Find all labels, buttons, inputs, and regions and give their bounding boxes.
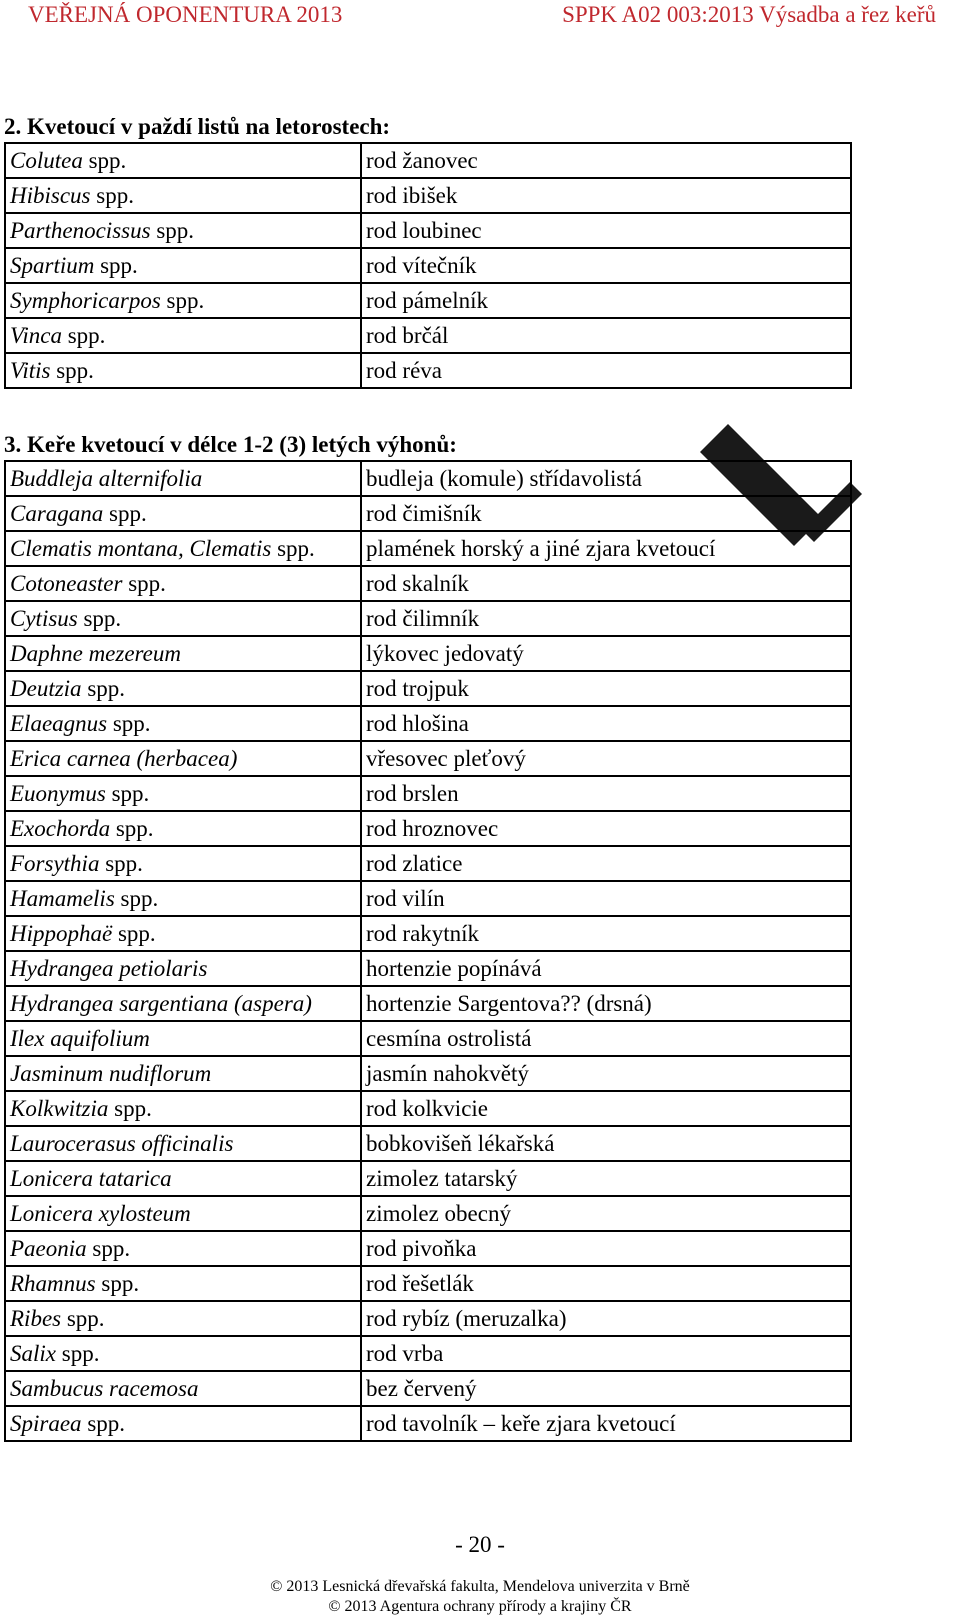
latin-name-cell xyxy=(5,248,361,283)
footer-copyright-faculty: © 2013 Lesnická dřevařská fakulta, Mendelova univerzita v Brně xyxy=(270,1578,690,1595)
czech-name-cell: rod řešetlák xyxy=(361,1266,851,1301)
plant-row xyxy=(5,1021,851,1056)
czech-name-cell: rod vrba xyxy=(361,1336,851,1371)
document-header-right: SPPK A02 003:2013 Výsadba a řez keřů xyxy=(562,2,936,27)
latin-name-cell xyxy=(5,283,361,318)
latin-name: Exochorda xyxy=(10,816,111,841)
plant-row xyxy=(5,1126,851,1161)
latin-name: Jasminum nudiflorum xyxy=(10,1061,212,1086)
plant-row xyxy=(5,601,851,636)
latin-name-cell xyxy=(5,531,361,566)
czech-name-cell: rod hroznovec xyxy=(361,811,851,846)
czech-name-cell: zimolez tatarský xyxy=(361,1161,851,1196)
latin-suffix: spp. xyxy=(110,816,154,841)
section-heading-axillary: 2. Kvetoucí v paždí listů na letorostech: xyxy=(4,114,391,139)
latin-name-cell xyxy=(5,846,361,881)
plant-row xyxy=(5,496,851,531)
plant-row xyxy=(5,1266,851,1301)
latin-name: Forsythia xyxy=(10,851,100,876)
latin-name-cell xyxy=(5,1231,361,1266)
latin-suffix: spp. xyxy=(86,1236,131,1261)
latin-name: Hamamelis xyxy=(10,886,115,911)
plant-row xyxy=(5,1371,851,1406)
czech-name-cell: rod rybíz (meruzalka) xyxy=(361,1301,851,1336)
czech-name-cell: rod loubinec xyxy=(361,213,851,248)
latin-name-cell xyxy=(5,566,361,601)
czech-name-cell: vřesovec pleťový xyxy=(361,741,851,776)
czech-name-cell: rod rakytník xyxy=(361,916,851,951)
latin-name: Laurocerasus officinalis xyxy=(10,1131,234,1156)
czech-name-cell: rod réva xyxy=(361,353,851,388)
latin-name-cell xyxy=(5,1196,361,1231)
latin-name-cell xyxy=(5,1056,361,1091)
latin-name-cell xyxy=(5,178,361,213)
latin-name: Elaeagnus xyxy=(10,711,108,736)
latin-name: Vinca xyxy=(10,323,62,348)
czech-name-cell: plamének horský a jiné zjara kvetoucí xyxy=(361,531,851,566)
czech-name-cell: rod kolkvicie xyxy=(361,1091,851,1126)
latin-name-cell xyxy=(5,1021,361,1056)
plant-row xyxy=(5,353,851,388)
latin-name: Lonicera xylosteum xyxy=(10,1201,191,1226)
latin-suffix: spp. xyxy=(94,253,138,278)
latin-name: Euonymus xyxy=(10,781,106,806)
latin-name: Erica carnea (herbacea) xyxy=(10,746,238,771)
latin-name: Spiraea xyxy=(10,1411,82,1436)
latin-suffix: spp. xyxy=(107,711,151,736)
plant-row xyxy=(5,178,851,213)
latin-name: Clematis montana, Clematis xyxy=(10,536,272,561)
latin-suffix: spp. xyxy=(150,218,195,243)
latin-name-cell xyxy=(5,741,361,776)
plant-row xyxy=(5,916,851,951)
latin-name-cell xyxy=(5,881,361,916)
footer-copyright-agency: © 2013 Agentura ochrany přírody a krajiny ČR xyxy=(328,1598,632,1615)
latin-name-cell xyxy=(5,496,361,531)
latin-suffix: spp. xyxy=(271,536,315,561)
latin-name: Hydrangea petiolaris xyxy=(10,956,208,981)
latin-suffix: spp. xyxy=(105,781,150,806)
latin-name: Symphoricarpos xyxy=(10,288,161,313)
czech-name-cell: bobkovišeň lékařská xyxy=(361,1126,851,1161)
plant-row xyxy=(5,671,851,706)
plant-row xyxy=(5,283,851,318)
latin-suffix: spp. xyxy=(95,1271,140,1296)
plant-row xyxy=(5,461,851,496)
plant-row xyxy=(5,811,851,846)
czech-name-cell: rod hlošina xyxy=(361,706,851,741)
czech-name-cell: rod ibišek xyxy=(361,178,851,213)
czech-name-cell: rod vítečník xyxy=(361,248,851,283)
czech-name-cell: lýkovec jedovatý xyxy=(361,636,851,671)
latin-suffix: spp. xyxy=(50,358,94,383)
plant-row xyxy=(5,1091,851,1126)
czech-name-cell: rod brslen xyxy=(361,776,851,811)
latin-name-cell xyxy=(5,706,361,741)
plant-row xyxy=(5,986,851,1021)
plant-row xyxy=(5,1161,851,1196)
plant-row xyxy=(5,143,851,178)
latin-suffix: spp. xyxy=(108,1096,152,1121)
latin-name: Salix xyxy=(10,1341,56,1366)
plant-row xyxy=(5,1231,851,1266)
latin-name: Deutzia xyxy=(10,676,82,701)
czech-name-cell: budleja (komule) střídavolistá xyxy=(361,461,851,496)
latin-suffix: spp. xyxy=(56,1341,100,1366)
latin-name: Spartium xyxy=(10,253,95,278)
plant-row xyxy=(5,636,851,671)
plant-row xyxy=(5,1196,851,1231)
latin-name: Hippophaë xyxy=(10,921,113,946)
plant-row xyxy=(5,531,851,566)
plant-row xyxy=(5,566,851,601)
latin-name-cell xyxy=(5,601,361,636)
czech-name-cell: rod pámelník xyxy=(361,283,851,318)
czech-name-cell: jasmín nahokvětý xyxy=(361,1056,851,1091)
latin-name: Sambucus racemosa xyxy=(10,1376,199,1401)
latin-name-cell xyxy=(5,986,361,1021)
latin-suffix: spp. xyxy=(81,676,126,701)
latin-name: Caragana xyxy=(10,501,104,526)
latin-name: Ribes xyxy=(10,1306,62,1331)
latin-name-cell xyxy=(5,776,361,811)
latin-name-cell xyxy=(5,461,361,496)
latin-name-cell xyxy=(5,318,361,353)
latin-name-cell xyxy=(5,1406,361,1441)
latin-name-cell xyxy=(5,1161,361,1196)
latin-name-cell xyxy=(5,1371,361,1406)
czech-name-cell: rod brčál xyxy=(361,318,851,353)
latin-name: Kolkwitzia xyxy=(10,1096,109,1121)
latin-suffix: spp. xyxy=(82,148,127,173)
plant-table-body xyxy=(5,143,851,388)
section-heading-shoots: 3. Keře kvetoucí v délce 1-2 (3) letých výhonů: xyxy=(4,432,457,457)
latin-suffix: spp. xyxy=(114,886,159,911)
czech-name-cell: rod zlatice xyxy=(361,846,851,881)
latin-name-cell xyxy=(5,143,361,178)
latin-suffix: spp. xyxy=(112,921,156,946)
latin-name: Buddleja alternifolia xyxy=(10,466,203,491)
plant-row xyxy=(5,1056,851,1091)
latin-name-cell xyxy=(5,1301,361,1336)
latin-name-cell xyxy=(5,671,361,706)
latin-suffix: spp. xyxy=(61,1306,105,1331)
latin-name: Cytisus xyxy=(10,606,78,631)
plant-table-shoots xyxy=(4,460,852,1442)
czech-name-cell: hortenzie popínává xyxy=(361,951,851,986)
latin-name-cell xyxy=(5,1126,361,1161)
latin-name-cell xyxy=(5,1091,361,1126)
latin-name-cell xyxy=(5,1266,361,1301)
czech-name-cell: rod skalník xyxy=(361,566,851,601)
plant-row xyxy=(5,213,851,248)
latin-name: Daphne mezereum xyxy=(10,641,181,666)
czech-name-cell: rod tavolník – keře zjara kvetoucí xyxy=(361,1406,851,1441)
plant-row xyxy=(5,706,851,741)
plant-row xyxy=(5,1301,851,1336)
latin-name-cell xyxy=(5,213,361,248)
latin-name: Vitis xyxy=(10,358,51,383)
czech-name-cell: zimolez obecný xyxy=(361,1196,851,1231)
plant-row xyxy=(5,1336,851,1371)
plant-table-axillary xyxy=(4,142,852,389)
latin-name-cell xyxy=(5,811,361,846)
latin-name-cell xyxy=(5,916,361,951)
latin-name: Ilex aquifolium xyxy=(10,1026,150,1051)
latin-suffix: spp. xyxy=(99,851,143,876)
czech-name-cell: rod žanovec xyxy=(361,143,851,178)
plant-row xyxy=(5,318,851,353)
latin-suffix: spp. xyxy=(122,571,166,596)
latin-name: Hydrangea sargentiana (aspera) xyxy=(10,991,312,1016)
latin-name: Paeonia xyxy=(10,1236,87,1261)
latin-suffix: spp. xyxy=(103,501,147,526)
latin-name: Lonicera tatarica xyxy=(10,1166,172,1191)
latin-name: Rhamnus xyxy=(10,1271,96,1296)
latin-name-cell xyxy=(5,1336,361,1371)
plant-table-body xyxy=(5,461,851,1441)
czech-name-cell: rod trojpuk xyxy=(361,671,851,706)
latin-name: Hibiscus xyxy=(10,183,91,208)
latin-name-cell xyxy=(5,636,361,671)
page-number: - 20 - xyxy=(455,1532,505,1557)
latin-name: Cotoneaster xyxy=(10,571,123,596)
document-header-left: VEŘEJNÁ OPONENTURA 2013 xyxy=(28,2,343,27)
czech-name-cell: rod čilimník xyxy=(361,601,851,636)
latin-suffix: spp. xyxy=(77,606,122,631)
plant-row xyxy=(5,1406,851,1441)
plant-row xyxy=(5,846,851,881)
latin-suffix: spp. xyxy=(160,288,205,313)
latin-name-cell xyxy=(5,353,361,388)
latin-name-cell xyxy=(5,951,361,986)
latin-suffix: spp. xyxy=(81,1411,126,1436)
czech-name-cell: hortenzie Sargentova?? (drsná) xyxy=(361,986,851,1021)
latin-suffix: spp. xyxy=(61,323,106,348)
plant-row xyxy=(5,951,851,986)
plant-row xyxy=(5,248,851,283)
latin-name: Parthenocissus xyxy=(10,218,151,243)
latin-suffix: spp. xyxy=(90,183,134,208)
plant-row xyxy=(5,881,851,916)
czech-name-cell: bez červený xyxy=(361,1371,851,1406)
plant-row xyxy=(5,776,851,811)
czech-name-cell: rod čimišník xyxy=(361,496,851,531)
czech-name-cell: rod vilín xyxy=(361,881,851,916)
plant-row xyxy=(5,741,851,776)
czech-name-cell: cesmína ostrolistá xyxy=(361,1021,851,1056)
latin-name: Colutea xyxy=(10,148,83,173)
czech-name-cell: rod pivoňka xyxy=(361,1231,851,1266)
